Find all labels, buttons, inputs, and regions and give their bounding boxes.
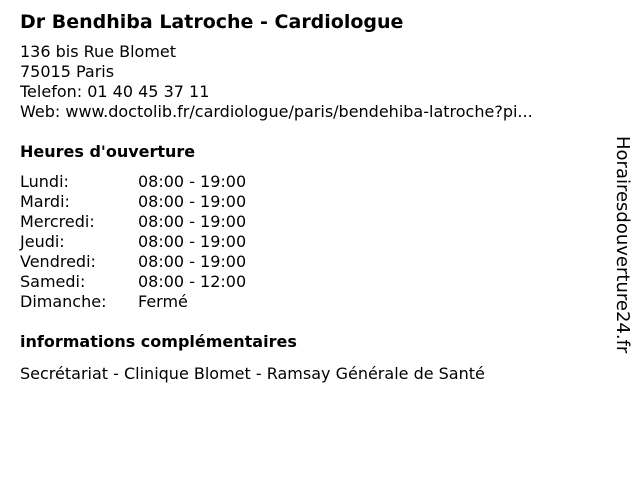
hours-row-saturday	[20, 272, 600, 292]
hours-row-friday	[20, 252, 600, 272]
hours-day: Mercredi:	[20, 212, 95, 231]
hours-table	[20, 172, 600, 312]
practice-card	[20, 8, 600, 384]
page-title: Dr Bendhiba Latroche - Cardiologue	[20, 11, 404, 33]
hours-time: 08:00 - 19:00	[138, 232, 247, 251]
address-street: 136 bis Rue Blomet	[20, 42, 177, 61]
hours-row-monday	[20, 172, 600, 192]
hours-time: 08:00 - 12:00	[138, 272, 247, 291]
hours-time: 08:00 - 19:00	[138, 212, 247, 231]
hours-day: Jeudi:	[20, 232, 65, 251]
phone-number: Telefon: 01 40 45 37 11	[20, 82, 210, 101]
hours-day: Samedi:	[20, 272, 86, 291]
website-link[interactable]: Web: www.doctolib.fr/cardiologue/paris/bendehiba-latroche?pi...	[20, 102, 533, 121]
hours-row-thursday	[20, 232, 600, 252]
address-city: 75015 Paris	[20, 62, 115, 81]
hours-day: Vendredi:	[20, 252, 96, 271]
hours-heading: Heures d'ouverture	[20, 142, 196, 161]
hours-row-wednesday	[20, 212, 600, 232]
hours-time: 08:00 - 19:00	[138, 252, 247, 271]
info-text: Secrétariat - Clinique Blomet - Ramsay Générale de Santé	[20, 364, 485, 383]
hours-row-tuesday	[20, 192, 600, 212]
hours-day: Lundi:	[20, 172, 69, 191]
hours-time: 08:00 - 19:00	[138, 172, 247, 191]
hours-row-sunday	[20, 292, 600, 312]
site-watermark	[608, 136, 636, 354]
hours-day: Dimanche:	[20, 292, 107, 311]
hours-time: Fermé	[138, 292, 188, 311]
watermark-text: Horairesdouverture24.fr	[612, 136, 633, 354]
hours-time: 08:00 - 19:00	[138, 192, 247, 211]
info-heading: informations complémentaires	[20, 332, 297, 351]
hours-day: Mardi:	[20, 192, 70, 211]
